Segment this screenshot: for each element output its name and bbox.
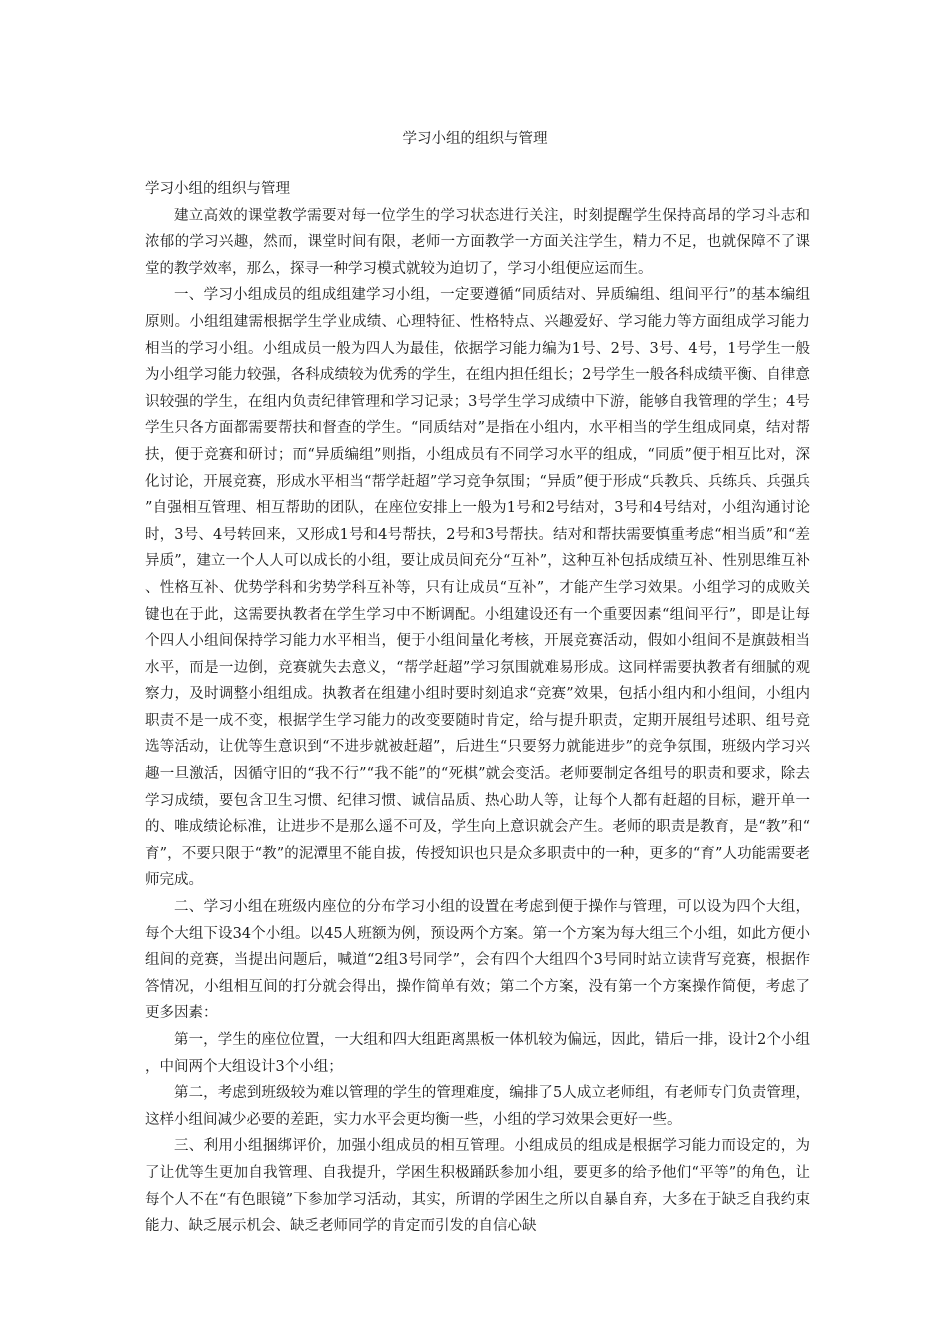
document-subtitle: 学习小组的组织与管理 bbox=[145, 181, 290, 197]
paragraph-section-1: 一、学习小组成员的组成组建学习小组，一定要遵循“同质结对、异质编组、组间平行”的基本编组原则。小组组建需根据学生学业成绩、心理特征、性格特点、兴趣爱好、学习能力等方面组成学习能力相当的学习小组。小组成员一般为四人为最佳，依据学习能力编为1号、2号、3号、4号，1号学生一般为小组学习能力较强，各科成绩较为优秀的学生，在组内担任组长；2号学生一般各科成绩平衡、自律意识较强的学生，在组内负责纪律管理和学习记录；3号学生学习成绩中下游，能够自我管理的学生；4号学生只各方面都需要帮扶和督查的学生。“同质结对”是指在小组内，水平相当的学生组成同桌，结对帮扶，便于竞赛和研讨；而“异质编组”则指，小组成员有不同学习水平的组成，“同质”便于相互比对，深化讨论，开展竞赛，形成水平相当“帮学赶超”学习竞争氛围；“异质”便于形成“兵教兵、兵练兵、兵强兵”自强相互管理、相互帮助的团队，在座位安排上一般为1号和2号结对，3号和4号结对，小组沟通讨论时，3号、4号转回来，又形成1号和4号帮扶，2号和3号帮扶。结对和帮扶需要慎重考虑“相当质”和“差异质”，建立一个人人可以成长的小组，要让成员间充分“互补”，这种互补包括成绩互补、性别思维互补、性格互补、优势学科和劣势学科互补等，只有让成员“互补”，才能产生学习效果。小组学习的成败关键也在于此，这需要执教者在学生学习中不断调配。小组建设还有一个重要因素“组间平行”，即是让每个四人小组间保持学习能力水平相当，便于小组间量化考核，开展竞赛活动，假如小组间不是旗鼓相当水平，而是一边倒，竞赛就失去意义，“帮学赶超”学习氛围就难易形成。这同样需要执教者有细腻的观察力，及时调整小组组成。执教者在组建小组时要时刻追求“竞赛”效果，包括小组内和小组间，小组内职责不是一成不变，根据学生学习能力的改变要随时肯定，给与提升职责，定期开展组号述职、组号竞选等活动，让优等生意识到“不进步就被赶超”，后进生“只要努力就能进步”的竞争氛围，班级内学习兴趣一旦激活，因循守旧的“我不行”“我不能”的“死棋”就会变活。老师要制定各组号的职责和要求，除去学习成绩，要包含卫生习惯、纪律习惯、诚信品质、热心助人等，让每个人都有赶超的目标，避开单一的、唯成绩论标准，让进步不是那么遥不可及，学生向上意识就会产生。老师的职责是教育，是“教”和“育”，不要只限于“教”的泥潭里不能自拔，传授知识也只是众多职责中的一种，更多的“育”人功能需要老师完成。 bbox=[145, 287, 810, 889]
paragraph-section-2: 二、学习小组在班级内座位的分布学习小组的设置在考虑到便于操作与管理，可以设为四个大组，每个大组下设34个小组。以45人班额为例，预设两个方案。第一个方案为每大组三个小组，如此方便小组间的竞赛，当提出问题后，喊道“2组3号同学”，会有四个大组四个3号同时站立读背写竞赛，根据作答情况，小组相互间的打分就会得出，操作简单有效；第二个方案，没有第一个方案操作简便，考虑了更多因素： bbox=[145, 899, 810, 1022]
paragraph-section-3: 三、利用小组捆绑评价，加强小组成员的相互管理。小组成员的组成是根据学习能力而设定的，为了让优等生更加自我管理、自我提升，学困生积极踊跃参加小组，要更多的给予他们“平等”的角色，让每个人不在“有色眼镜”下参加学习活动，其实，所谓的学困生之所以自暴自弃，大多在于缺乏自我约束能力、缺乏展示机会、缺乏老师同学的肯定而引发的自信心缺 bbox=[145, 1138, 810, 1235]
document-title: 学习小组的组织与管理 bbox=[402, 131, 548, 147]
paragraph-point-2: 第二，考虑到班级较为难以管理的学生的管理难度，编排了5人成立老师组，有老师专门负责管理，这样小组间减少必要的差距，实力水平会更均衡一些，小组的学习效果会更好一些。 bbox=[145, 1085, 810, 1128]
document-body bbox=[145, 176, 810, 1240]
paragraph-intro: 建立高效的课堂教学需要对每一位学生的学习状态进行关注，时刻提醒学生保持高昂的学习斗志和浓郁的学习兴趣，然而，课堂时间有限，老师一方面教学一方面关注学生，精力不足，也就保障不了课堂的教学效率，那么，探寻一种学习模式就较为迫切了，学习小组便应运而生。 bbox=[145, 207, 810, 277]
paragraph-point-1: 第一，学生的座位位置，一大组和四大组距离黑板一体机较为偏远，因此，错后一排，设计2个小组，中间两个大组设计3个小组； bbox=[145, 1032, 810, 1075]
